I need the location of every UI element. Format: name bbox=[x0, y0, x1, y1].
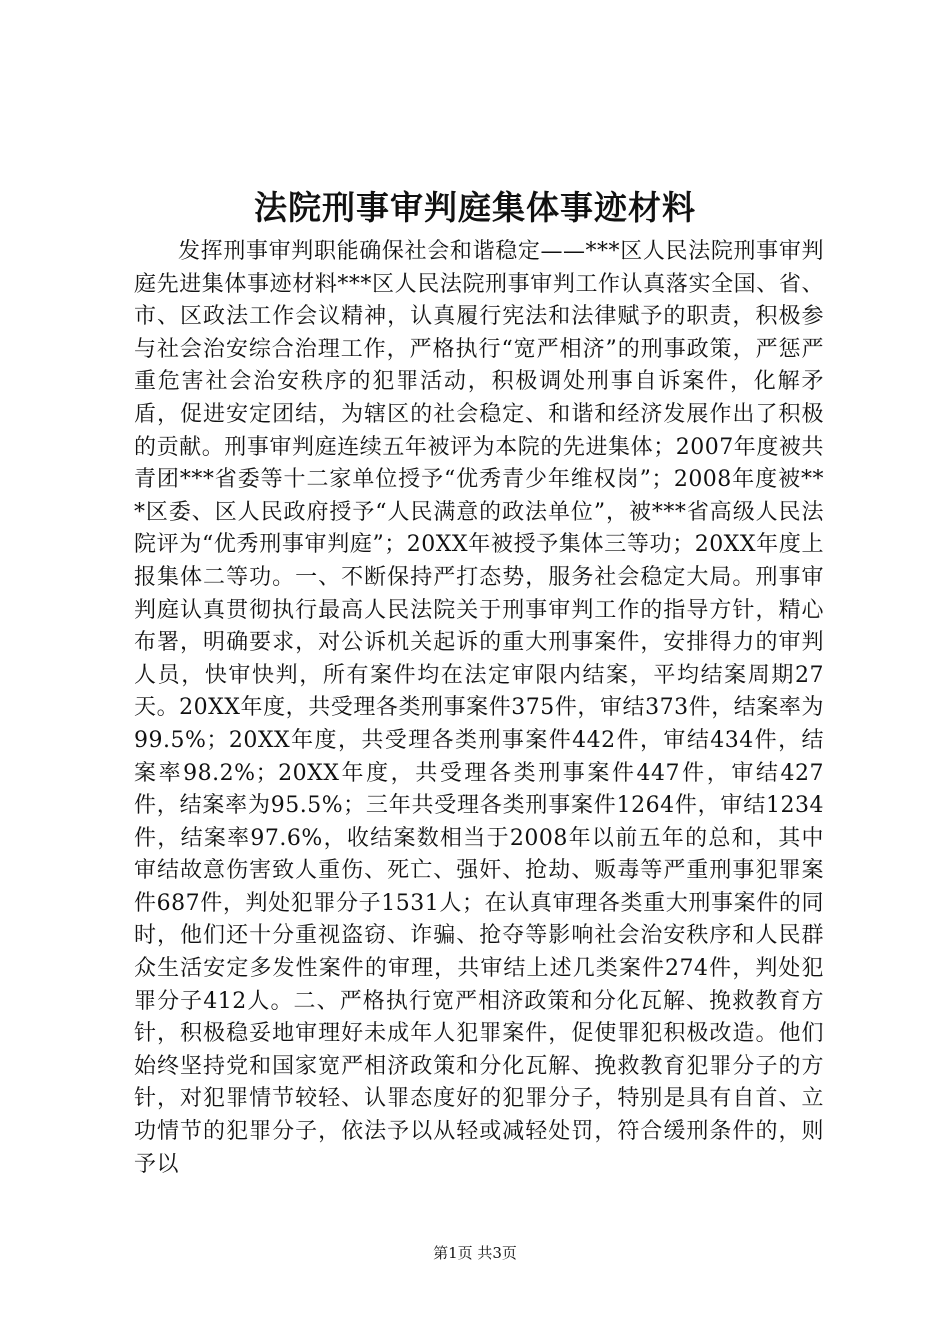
page-number-footer: 第1页 共3页 bbox=[433, 1244, 517, 1262]
document-body-paragraph: 发挥刑事审判职能确保社会和谐稳定——***区人民法院刑事审判庭先进集体事迹材料***区人民法院刑事审判工作认真落实全国、省、市、区政法工作会议精神，认真履行宪法和法律赋予的职责，积极参与社会治安综合治理工作，严格执行“宽严相济”的刑事政策，严惩严重危害社会治安秩序的犯罪活动，积极调处刑事自诉案件，化解矛盾，促进安定团结，为辖区的社会稳定、和谐和经济发展作出了积极的贡献。刑事审判庭连续五年被评为本院的先进集体；2007年度被共青团***省委等十二家单位授予“优秀青少年维权岗”；2008年度被***区委、区人民政府授予“人民满意的政法单位”，被***省高级人民法院评为“优秀刑事审判庭”；20XX年被授予集体三等功；20XX年度上报集体二等功。一、不断保持严打态势，服务社会稳定大局。刑事审判庭认真贯彻执行最高人民法院关于刑事审判工作的指导方针，精心布署，明确要求，对公诉机关起诉的重大刑事案件，安排得力的审判人员，快审快判，所有案件均在法定审限内结案，平均结案周期27天。20XX年度，共受理各类刑事案件375件，审结373件，结案率为99.5%；20XX年度，共受理各类刑事案件442件，审结434件，结案率98.2%；20XX年度，共受理各类刑事案件447件，审结427件，结案率为95.5%；三年共受理各类刑事案件1264件，审结1234件，结案率97.6%，收结案数相当于2008年以前五年的总和，其中审结故意伤害致人重伤、死亡、强奸、抢劫、贩毒等严重刑事犯罪案件687件，判处犯罪分子1531人；在认真审理各类重大刑事案件的同时，他们还十分重视盗窃、诈骗、抢夺等影响社会治安秩序和人民群众生活安定多发性案件的审理，共审结上述几类案件274件，判处犯罪分子412人。二、严格执行宽严相济政策和分化瓦解、挽救教育方针，积极稳妥地审理好未成年人犯罪案件，促使罪犯积极改造。他们始终坚持党和国家宽严相济政策和分化瓦解、挽救教育犯罪分子的方针，对犯罪情节较轻、认罪态度好的犯罪分子，特别是具有自首、立功情节的犯罪分子，依法予以从轻或减轻处罚，符合缓刑条件的，则予以 bbox=[134, 239, 824, 1177]
document-title: 法院刑事审判庭集体事迹材料 bbox=[254, 188, 696, 227]
